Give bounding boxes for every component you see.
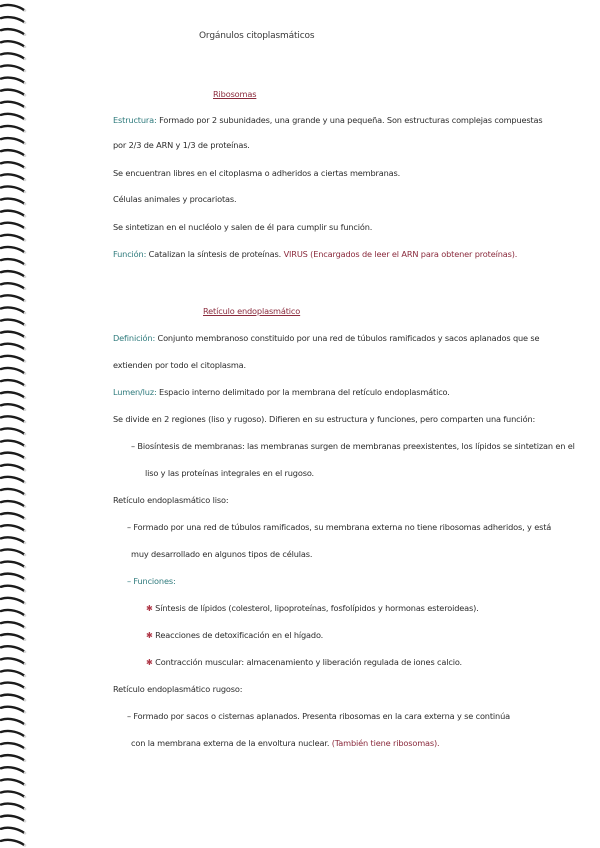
spiral-ring bbox=[1, 416, 24, 421]
punch-hole bbox=[24, 106, 27, 109]
punch-hole bbox=[24, 154, 27, 157]
punch-hole bbox=[24, 578, 27, 581]
spiral-ring bbox=[1, 162, 24, 167]
spiral-ring bbox=[1, 489, 24, 494]
rer-text-2: con la membrana externa de la envoltura nuclear. bbox=[131, 738, 330, 748]
spiral-ring bbox=[1, 295, 24, 300]
spiral-binding bbox=[0, 0, 30, 848]
punch-hole bbox=[24, 94, 27, 97]
rel-line-2: muy desarrollado en algunos tipos de células. bbox=[131, 549, 313, 559]
spiral-ring bbox=[1, 646, 24, 651]
punch-hole bbox=[24, 638, 27, 641]
ribosomas-line-4: Células animales y procariotas. bbox=[113, 194, 237, 204]
spiral-ring bbox=[1, 174, 24, 179]
funcion-item-1 bbox=[146, 603, 479, 613]
punch-hole bbox=[24, 275, 27, 278]
spiral-ring bbox=[1, 29, 24, 34]
estructura-text-2: por 2/3 de ARN y 1/3 de proteínas. bbox=[113, 140, 250, 150]
punch-hole bbox=[24, 167, 27, 170]
punch-hole bbox=[24, 832, 27, 835]
punch-hole bbox=[24, 772, 27, 775]
spiral-ring bbox=[1, 828, 24, 833]
spiral-ring bbox=[1, 259, 24, 264]
ribosomas-line-3: Se encuentran libres en el citoplasma o adheridos a ciertas membranas. bbox=[113, 168, 401, 178]
spiral-ring bbox=[1, 380, 24, 385]
spiral-ring bbox=[1, 598, 24, 603]
bullet-icon: ✱ bbox=[146, 603, 153, 613]
funcion-item-1-text: Síntesis de lípidos (colesterol, lipoproteínas, fosfolípidos y hormonas esteroideas). bbox=[155, 603, 479, 613]
punch-hole bbox=[24, 288, 27, 291]
punch-hole bbox=[24, 663, 27, 666]
spiral-ring bbox=[1, 791, 24, 796]
spiral-ring bbox=[1, 513, 24, 518]
punch-hole bbox=[24, 481, 27, 484]
reticulo-heading: Retículo endoplasmático bbox=[203, 306, 301, 316]
spiral-ring bbox=[1, 78, 24, 83]
spiral-ring bbox=[1, 344, 24, 349]
punch-hole bbox=[24, 457, 27, 460]
spiral-ring bbox=[1, 392, 24, 397]
punch-hole bbox=[24, 179, 27, 182]
estructura-text-1: Formado por 2 subunidades, una grande y una pequeña. Son estructuras complejas compuestas bbox=[159, 115, 543, 125]
spiral-ring bbox=[1, 719, 24, 724]
spiral-ring bbox=[1, 102, 24, 107]
punch-hole bbox=[24, 517, 27, 520]
punch-hole bbox=[24, 21, 27, 24]
spiral-ring bbox=[1, 622, 24, 627]
spiral-ring bbox=[1, 247, 24, 252]
punch-hole bbox=[24, 469, 27, 472]
definicion-text-2: extienden por todo el citoplasma. bbox=[113, 360, 246, 370]
spiral-ring bbox=[1, 441, 24, 446]
punch-hole bbox=[24, 796, 27, 799]
punch-hole bbox=[24, 530, 27, 533]
punch-hole bbox=[24, 191, 27, 194]
spiral-ring bbox=[1, 211, 24, 216]
punch-hole bbox=[24, 312, 27, 315]
punch-hole bbox=[24, 820, 27, 823]
punch-hole bbox=[24, 251, 27, 254]
spiral-ring bbox=[1, 186, 24, 191]
spiral-ring bbox=[1, 320, 24, 325]
punch-hole bbox=[24, 372, 27, 375]
punch-hole bbox=[24, 711, 27, 714]
lumen-label: Lumen/luz: bbox=[113, 387, 157, 397]
punch-hole bbox=[24, 82, 27, 85]
punch-hole bbox=[24, 784, 27, 787]
rel-heading: Retículo endoplasmático liso: bbox=[113, 495, 229, 505]
punch-hole bbox=[24, 324, 27, 327]
punch-hole bbox=[24, 554, 27, 557]
rer-extra: (También tiene ribosomas). bbox=[331, 738, 440, 748]
spiral-ring bbox=[1, 199, 24, 204]
spiral-ring bbox=[1, 537, 24, 542]
estructura-line-1 bbox=[113, 115, 543, 125]
definicion-line-1 bbox=[113, 333, 539, 343]
spiral-ring bbox=[1, 501, 24, 506]
spiral-ring bbox=[1, 114, 24, 119]
punch-hole bbox=[24, 723, 27, 726]
spiral-ring bbox=[1, 549, 24, 554]
punch-hole bbox=[24, 384, 27, 387]
punch-hole bbox=[24, 336, 27, 339]
spiral-ring bbox=[1, 356, 24, 361]
punch-hole bbox=[24, 675, 27, 678]
punch-hole bbox=[24, 844, 27, 847]
spiral-ring bbox=[1, 5, 24, 10]
punch-hole bbox=[24, 33, 27, 36]
funcion-item-3 bbox=[146, 657, 462, 667]
funcion-item-2 bbox=[146, 630, 323, 640]
punch-hole bbox=[24, 263, 27, 266]
punch-hole bbox=[24, 566, 27, 569]
spiral-ring bbox=[1, 138, 24, 143]
punch-hole bbox=[24, 239, 27, 242]
spiral-ring bbox=[1, 90, 24, 95]
spiral-ring bbox=[1, 150, 24, 155]
funcion-item-2-text: Reacciones de detoxificación en el hígado. bbox=[155, 630, 324, 640]
punch-hole bbox=[24, 421, 27, 424]
rer-heading: Retículo endoplasmático rugoso: bbox=[113, 684, 243, 694]
punch-hole bbox=[24, 433, 27, 436]
punch-hole bbox=[24, 808, 27, 811]
punch-hole bbox=[24, 46, 27, 49]
spiral-ring bbox=[1, 755, 24, 760]
spiral-ring bbox=[1, 743, 24, 748]
punch-hole bbox=[24, 602, 27, 605]
punch-hole bbox=[24, 505, 27, 508]
spiral-ring bbox=[1, 465, 24, 470]
ribosomas-line-5: Se sintetizan en el nucléolo y salen de él para cumplir su función. bbox=[113, 222, 373, 232]
spiral-ring bbox=[1, 767, 24, 772]
punch-hole bbox=[24, 360, 27, 363]
punch-hole bbox=[24, 130, 27, 133]
punch-hole bbox=[24, 651, 27, 654]
punch-hole bbox=[24, 699, 27, 702]
spiral-ring bbox=[1, 562, 24, 567]
punch-hole bbox=[24, 445, 27, 448]
rel-line-1: – Formado por una red de túbulos ramificados, su membrana externa no tiene ribosomas adheridos, y está bbox=[127, 522, 552, 532]
spiral-ring bbox=[1, 695, 24, 700]
punch-hole bbox=[24, 215, 27, 218]
biosintesis-line-1: – Biosíntesis de membranas: las membranas surgen de membranas preexistentes, los lípidos se sintetizan en el bbox=[131, 441, 575, 451]
punch-hole bbox=[24, 590, 27, 593]
definicion-text-1: Conjunto membranoso constituido por una red de túbulos ramificados y sacos aplanados que se bbox=[157, 333, 540, 343]
biosintesis-line-2: liso y las proteínas integrales en el rugoso. bbox=[145, 468, 314, 478]
spiral-ring bbox=[1, 683, 24, 688]
spiral-ring bbox=[1, 404, 24, 409]
spiral-ring bbox=[1, 332, 24, 337]
funcion-extra: VIRUS (Encargados de leer el ARN para obtener proteínas). bbox=[283, 249, 518, 259]
punch-hole bbox=[24, 409, 27, 412]
punch-hole bbox=[24, 9, 27, 12]
estructura-label: Estructura: bbox=[113, 115, 157, 125]
punch-hole bbox=[24, 542, 27, 545]
punch-hole bbox=[24, 142, 27, 145]
spiral-ring bbox=[1, 610, 24, 615]
spiral-ring bbox=[1, 840, 24, 845]
punch-hole bbox=[24, 348, 27, 351]
spiral-ring bbox=[1, 574, 24, 579]
punch-hole bbox=[24, 759, 27, 762]
definicion-label: Definición: bbox=[113, 333, 156, 343]
punch-hole bbox=[24, 227, 27, 230]
spiral-ring bbox=[1, 707, 24, 712]
funcion-line bbox=[113, 249, 517, 259]
bullet-icon: ✱ bbox=[146, 630, 153, 640]
spiral-ring bbox=[1, 634, 24, 639]
spiral-ring bbox=[1, 17, 24, 22]
spiral-ring bbox=[1, 126, 24, 131]
spiral-ring bbox=[1, 428, 24, 433]
spiral-ring bbox=[1, 477, 24, 482]
punch-hole bbox=[24, 687, 27, 690]
punch-hole bbox=[24, 58, 27, 61]
punch-hole bbox=[24, 300, 27, 303]
punch-hole bbox=[24, 70, 27, 73]
ribosomas-heading: Ribosomas bbox=[213, 89, 257, 99]
spiral-ring bbox=[1, 453, 24, 458]
spiral-ring bbox=[1, 804, 24, 809]
punch-hole bbox=[24, 493, 27, 496]
spiral-ring bbox=[1, 65, 24, 70]
funcion-item-3-text: Contracción muscular: almacenamiento y liberación regulada de iones calcio. bbox=[155, 657, 462, 667]
punch-hole bbox=[24, 614, 27, 617]
rer-line-2 bbox=[131, 738, 440, 748]
spiral-ring bbox=[1, 525, 24, 530]
punch-hole bbox=[24, 747, 27, 750]
spiral-ring bbox=[1, 223, 24, 228]
funciones-label: – Funciones: bbox=[127, 576, 176, 586]
bullet-icon: ✱ bbox=[146, 657, 153, 667]
page-title: Orgánulos citoplasmáticos bbox=[199, 31, 315, 41]
spiral-ring bbox=[1, 816, 24, 821]
spiral-ring bbox=[1, 670, 24, 675]
funcion-label: Función: bbox=[113, 249, 147, 259]
spiral-ring bbox=[1, 235, 24, 240]
spiral-ring bbox=[1, 283, 24, 288]
lumen-text: Espacio interno delimitado por la membrana del retículo endoplasmático. bbox=[159, 387, 450, 397]
spiral-ring bbox=[1, 368, 24, 373]
lumen-line bbox=[113, 387, 450, 397]
spiral-ring bbox=[1, 307, 24, 312]
funcion-text: Catalizan la síntesis de proteínas. bbox=[148, 249, 282, 259]
punch-hole bbox=[24, 396, 27, 399]
spiral-ring bbox=[1, 586, 24, 591]
spiral-ring bbox=[1, 731, 24, 736]
rer-line-1: – Formado por sacos o cisternas aplanados. Presenta ribosomas en la cara externa y se continúa bbox=[127, 711, 510, 721]
punch-hole bbox=[24, 735, 27, 738]
spiral-ring bbox=[1, 779, 24, 784]
division-line: Se divide en 2 regiones (liso y rugoso). Difieren en su estructura y funciones, pero comparten una función: bbox=[113, 414, 536, 424]
punch-hole bbox=[24, 203, 27, 206]
spiral-ring bbox=[1, 658, 24, 663]
punch-hole bbox=[24, 118, 27, 121]
spiral-ring bbox=[1, 53, 24, 58]
spiral-ring bbox=[1, 41, 24, 46]
spiral-ring bbox=[1, 271, 24, 276]
punch-hole bbox=[24, 626, 27, 629]
